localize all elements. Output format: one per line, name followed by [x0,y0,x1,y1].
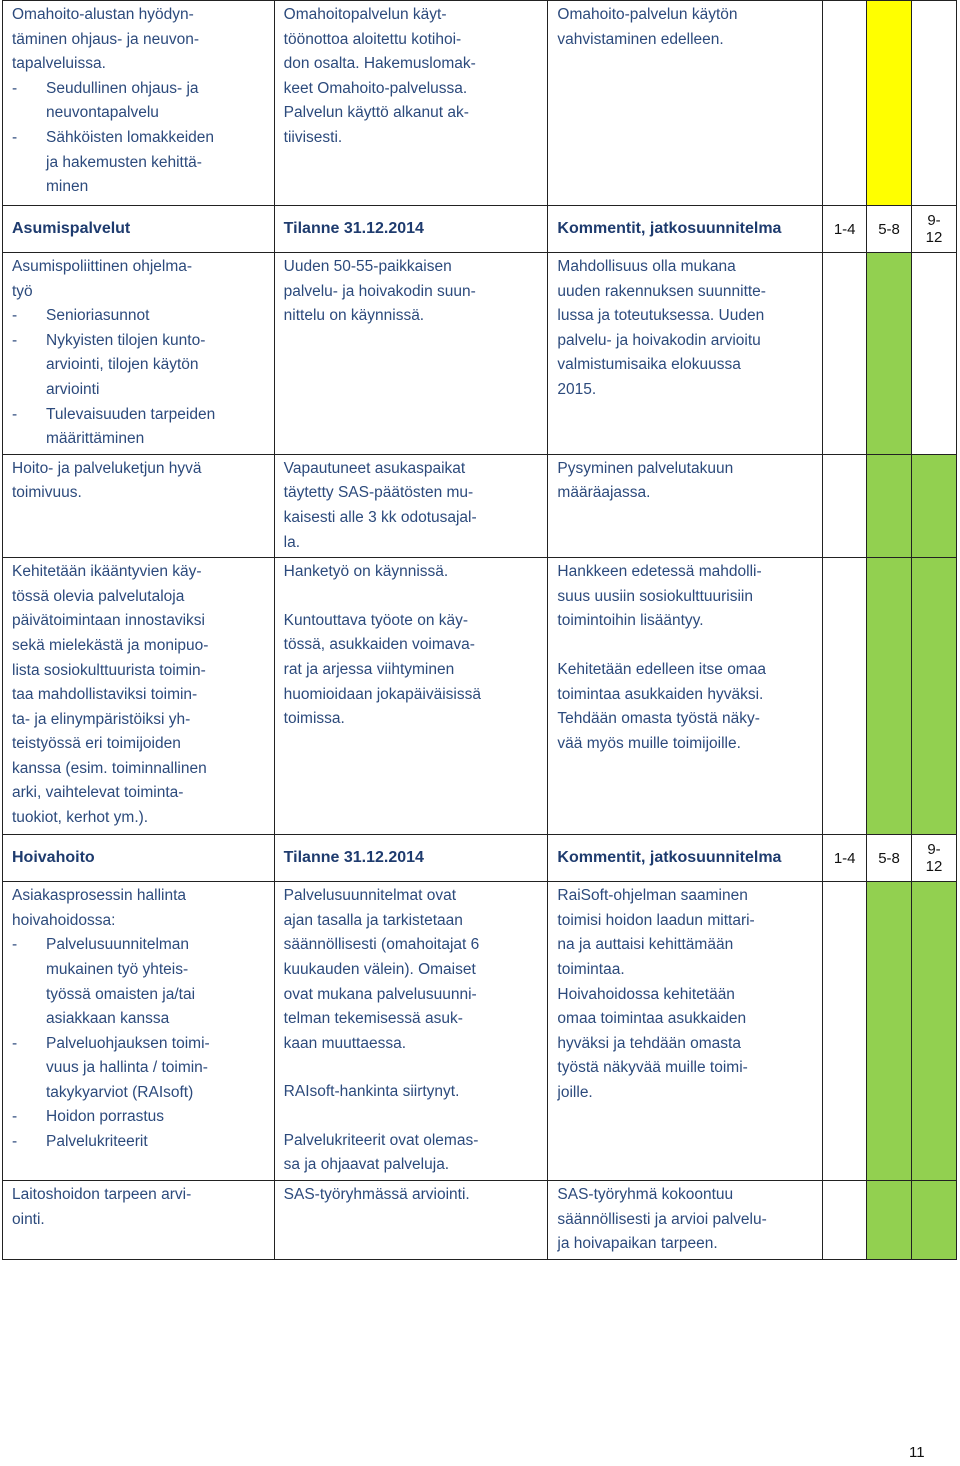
text-line: Hankkeen edetessä mahdolli- [557,563,762,581]
text-line: toimivuus. [12,484,82,502]
list-item-line: - Tulevaisuuden tarpeiden [46,405,216,423]
hoiva-r2-status-text [284,1183,540,1208]
omahoito-status-text [284,3,540,151]
text-line: Uuden 50-55-paikkaisen [283,258,452,275]
list-item-line: - Nykyisten tilojen kunto- [46,331,206,349]
omahoito-period-3 [912,1,957,206]
text-line: Omahoito-palvelun käytön [557,6,738,23]
text-line: valmistumisaika elokuussa [557,356,741,374]
text-line: kuukauden välein). Omaiset [283,960,476,978]
text-line: lussa ja toteutuksessa. Uuden [557,307,765,325]
hoiva-r2-period-3 [912,1181,957,1260]
asumis-period-1-heading: 1-4 [823,206,867,253]
asumis-r2-status-text [284,457,540,555]
hoiva-r1-period-2 [867,882,912,1181]
text-line: määräajassa. [557,484,651,502]
hoiva-period-3-a: 9- [927,841,941,859]
text-line: työstä näkyvää muille toimi- [557,1059,748,1077]
omahoito-comment-text [557,3,814,52]
text-line: toimintaa. [557,960,625,978]
text-line: suus uusiin sosiokulttuurisiin [557,587,753,605]
asumis-r1-status [274,253,548,455]
omahoito-goal-list [12,77,266,200]
hoiva-status-heading: Tilanne 31.12.2014 [274,835,548,882]
asumis-r3-status-text-b [284,609,540,732]
text-line: tuokiot, kerhot ym.). [12,809,149,827]
list-item-line: mukainen työ yhteis- [46,960,189,978]
text-line: keet Omahoito-palvelussa. [283,79,468,97]
text-line: la. [283,533,301,551]
text-line: nittelu on käynnissä. [283,307,425,325]
text-line: päivätoimintaan innostaviksi [12,612,205,630]
asumis-r1-comment [548,253,823,455]
omahoito-period-1 [823,1,867,206]
hoiva-r1-status-text-c [284,1129,540,1178]
hoiva-r2-comment [548,1181,823,1260]
text-line: Kuntouttava työote on käy- [283,611,469,629]
asumis-r3-comment [548,558,823,835]
list-item [12,329,266,403]
text-line: vää myös muille toimijoille. [557,734,741,752]
hoiva-period-2-heading: 5-8 [867,835,912,882]
hoiva-r1-goal-list [12,933,266,1154]
text-line: ovat mukana palvelusuunni- [283,985,477,1003]
asumis-r2-period-1 [823,454,867,557]
hoiva-r2-period-1 [823,1181,867,1260]
list-item [12,1032,266,1106]
text-line: sa ja ohjaavat palveluja. [283,1156,450,1174]
asumis-row-3 [3,558,957,835]
asumis-r1-goal [3,253,275,455]
asumis-r2-status [274,454,548,557]
text-line: tiivisesti. [283,128,343,146]
asumis-r2-comment-text [557,457,814,506]
asumis-r2-period-3 [912,454,957,557]
text-line: omaa toimintaa asukkaiden [557,1010,747,1028]
text-line: ointi. [12,1210,45,1228]
asumis-r1-period-3 [912,253,957,455]
text-line: lista sosiokulttuurista toimin- [12,661,206,679]
text-line: 2015. [557,380,597,398]
status-table [2,0,957,1260]
text-line: Palvelusuunnitelmat ovat [283,887,456,905]
hoiva-header-row [3,835,957,882]
hoiva-r1-status [274,882,548,1181]
asumis-r3-goal-text [12,560,266,831]
text-line: Mahdollisuus olla mukana [557,258,736,275]
asumis-r3-period-2 [867,558,912,835]
list-item [12,403,266,452]
text-line: ta- ja elinympäristöiksi yh- [12,710,191,728]
asumis-r3-status-text-a [284,560,540,585]
hoiva-r2-period-2 [867,1181,912,1260]
text-line: työ [12,282,33,300]
text-line: Tehdään omasta työstä näky- [557,710,760,728]
list-item-line: vuus ja hallinta / toimin- [46,1059,208,1077]
asumis-r1-goal-text [12,255,266,304]
asumis-r3-period-1 [823,558,867,835]
list-item-line: asiakkaan kanssa [46,1010,170,1028]
list-item-line: - Hoidon porrastus [46,1108,165,1126]
list-item-line: neuvontapalvelu [46,104,159,122]
hoiva-comments-heading: Kommentit, jatkosuunnitelma [548,835,823,882]
text-line: tapalveluissa. [12,55,106,73]
text-line: Hanketyö on käynnissä. [283,563,449,581]
text-line: joille. [557,1083,593,1101]
text-line: taa mahdollistaviksi toimin- [12,686,198,704]
page-number: 11 [909,1444,925,1461]
text-line: Palvelukriteerit ovat olemas- [283,1131,479,1149]
asumis-r3-comment-text-b [557,658,814,756]
text-line: RaiSoft-ohjelman saaminen [557,887,748,905]
text-line: toimissa. [283,710,345,728]
text-line: SAS-työryhmässä arviointi. [283,1186,470,1204]
asumis-r3-status [274,558,548,835]
text-line: RAIsoft-hankinta siirtynyt. [283,1083,460,1101]
asumis-status-heading: Tilanne 31.12.2014 [274,206,548,253]
text-line: rat ja arjessa viihtyminen [283,660,455,678]
text-line: Kehitetään ikääntyvien käy- [12,563,202,581]
hoiva-row-1 [3,882,957,1181]
text-line: toimintoihin lisääntyy. [557,612,704,630]
asumis-r2-period-2 [867,454,912,557]
asumis-period-3-a: 9- [927,212,941,229]
text-line: Palvelun käyttö alkanut ak- [283,104,469,122]
list-item-line: - Seudullinen ohjaus- ja [46,79,199,97]
asumis-period-2-heading: 5-8 [867,206,912,253]
list-item-line: työssä omaisten ja/tai [46,985,196,1003]
text-line: säännöllisesti ja arvioi palvelu- [557,1210,767,1228]
asumis-section-title: Asumispalvelut [3,206,275,253]
hoiva-row-2 [3,1181,957,1260]
omahoito-comment-cell [548,1,823,206]
hoiva-r1-goal [3,882,275,1181]
omahoito-status-cell [274,1,548,206]
hoiva-r2-status [274,1181,548,1260]
asumis-r1-comment-text [557,255,814,403]
hoiva-r1-period-1 [823,882,867,1181]
text-line: toimintaa asukkaiden hyväksi. [557,685,764,703]
text-line: Asumispoliittinen ohjelma- [12,258,193,275]
text-line: Omahoitopalvelun käyt- [283,6,447,23]
list-item-line: ja hakemusten kehittä- [46,153,202,171]
list-item [12,304,266,329]
asumis-header-row [3,206,957,253]
text-line: hoivahoidossa: [12,911,116,929]
asumis-period-3-b: 12 [925,229,943,246]
list-item-line: minen [46,178,89,196]
list-item [12,126,266,200]
text-line: Omahoito-alustan hyödyn- [12,6,194,23]
text-line: na ja auttaisi kehittämään [557,936,734,954]
hoiva-period-3-b: 12 [925,858,943,876]
asumis-r2-goal-text [12,457,266,506]
text-line: huomioidaan jokapäiväisissä [283,685,481,703]
list-item [12,1105,266,1130]
list-item [12,933,266,1031]
text-line: palvelu- ja hoivakodin suun- [283,282,476,300]
asumis-r1-status-text [284,255,540,329]
text-line: ajan tasalla ja tarkistetaan [283,911,463,929]
text-line: Asiakasprosessin hallinta [12,887,187,905]
text-line: palvelu- ja hoivakodin arvioitu [557,331,761,349]
text-line: teistyössä eri toimijoiden [12,735,181,753]
text-line: telman tekemisessä asuk- [283,1010,463,1028]
text-line: tössä olevia palvelutaloja [12,587,185,605]
hoiva-section-title: Hoivahoito [3,835,275,882]
list-item [12,77,266,126]
hoiva-r2-comment-text [557,1183,814,1257]
hoiva-r2-goal-text [12,1183,266,1232]
list-item-line: arviointi, tilojen käytön [46,356,199,374]
asumis-r2-comment [548,454,823,557]
text-line: kaisesti alle 3 kk odotusajal- [283,508,477,526]
asumis-row-1 [3,253,957,455]
text-line: säännöllisesti (omahoitajat 6 [283,936,480,954]
asumis-period-3-heading [912,206,957,253]
omahoito-goal-cell [3,1,275,206]
asumis-r3-comment-text-a [557,560,814,634]
hoiva-r1-goal-text [12,884,266,933]
list-item-line: - Palveluohjauksen toimi- [46,1034,210,1052]
text-line: kaan muuttaessa. [283,1034,407,1052]
text-line: täminen ohjaus- ja neuvon- [12,30,199,48]
text-line: vahvistaminen edelleen. [557,30,724,48]
asumis-r1-period-2 [867,253,912,455]
text-line: Vapautuneet asukaspaikat [283,459,466,477]
text-line: SAS-työryhmä kokoontuu [557,1186,734,1204]
text-line: uuden rakennuksen suunnitte- [557,282,766,300]
text-line: täytetty SAS-päätösten mu- [283,484,474,502]
asumis-r2-goal [3,454,275,557]
hoiva-period-1-heading: 1-4 [823,835,867,882]
hoiva-r1-period-3 [912,882,957,1181]
asumis-r1-period-1 [823,253,867,455]
omahoito-goal-text [12,3,266,77]
text-line: arki, vaihtelevat toiminta- [12,784,184,802]
hoiva-r1-comment [548,882,823,1181]
list-item-line: arviointi [46,380,100,398]
text-line: ja hoivapaikan tarpeen. [557,1235,718,1253]
asumis-r1-goal-list [12,304,266,452]
text-line: töönottoa aloitettu kotihoi- [283,30,462,48]
hoiva-period-3-heading [912,835,957,882]
text-line: Hoivahoidossa kehitetään [557,985,735,1003]
hoiva-r1-status-text-a [284,884,540,1056]
omahoito-period-2 [867,1,912,206]
asumis-comments-heading: Kommentit, jatkosuunnitelma [548,206,823,253]
text-line: Pysyminen palvelutakuun [557,459,734,477]
text-line: don osalta. Hakemuslomak- [283,55,476,73]
text-line: sekä mielekästä ja monipuo- [12,636,209,654]
list-item-line: - Palvelukriteerit [46,1133,148,1151]
asumis-r3-goal [3,558,275,835]
text-line: toimisi hoidon laadun mittari- [557,911,755,929]
hoiva-r2-goal [3,1181,275,1260]
text-line: hyväksi ja tehdään omasta [557,1034,741,1052]
asumis-row-2 [3,454,957,557]
text-line: kanssa (esim. toiminnallinen [12,759,207,777]
list-item-line: määrittäminen [46,430,145,448]
list-item-line: - Sähköisten lomakkeiden [46,128,215,146]
list-item-line: - Senioriasunnot [46,307,150,325]
text-line: Kehitetään edelleen itse omaa [557,660,766,678]
hoiva-r1-status-text-b [284,1080,540,1105]
list-item-line: - Palvelusuunnitelman [46,936,190,954]
list-item-line: takykyarviot (RAIsoft) [46,1083,194,1101]
hoiva-r1-comment-text [557,884,814,1105]
omahoito-row [3,1,957,206]
text-line: tössä, asukkaiden voimava- [283,636,475,654]
text-line: Laitoshoidon tarpeen arvi- [12,1186,192,1204]
asumis-r3-period-3 [912,558,957,835]
list-item [12,1130,266,1155]
text-line: Hoito- ja palveluketjun hyvä [12,459,202,477]
